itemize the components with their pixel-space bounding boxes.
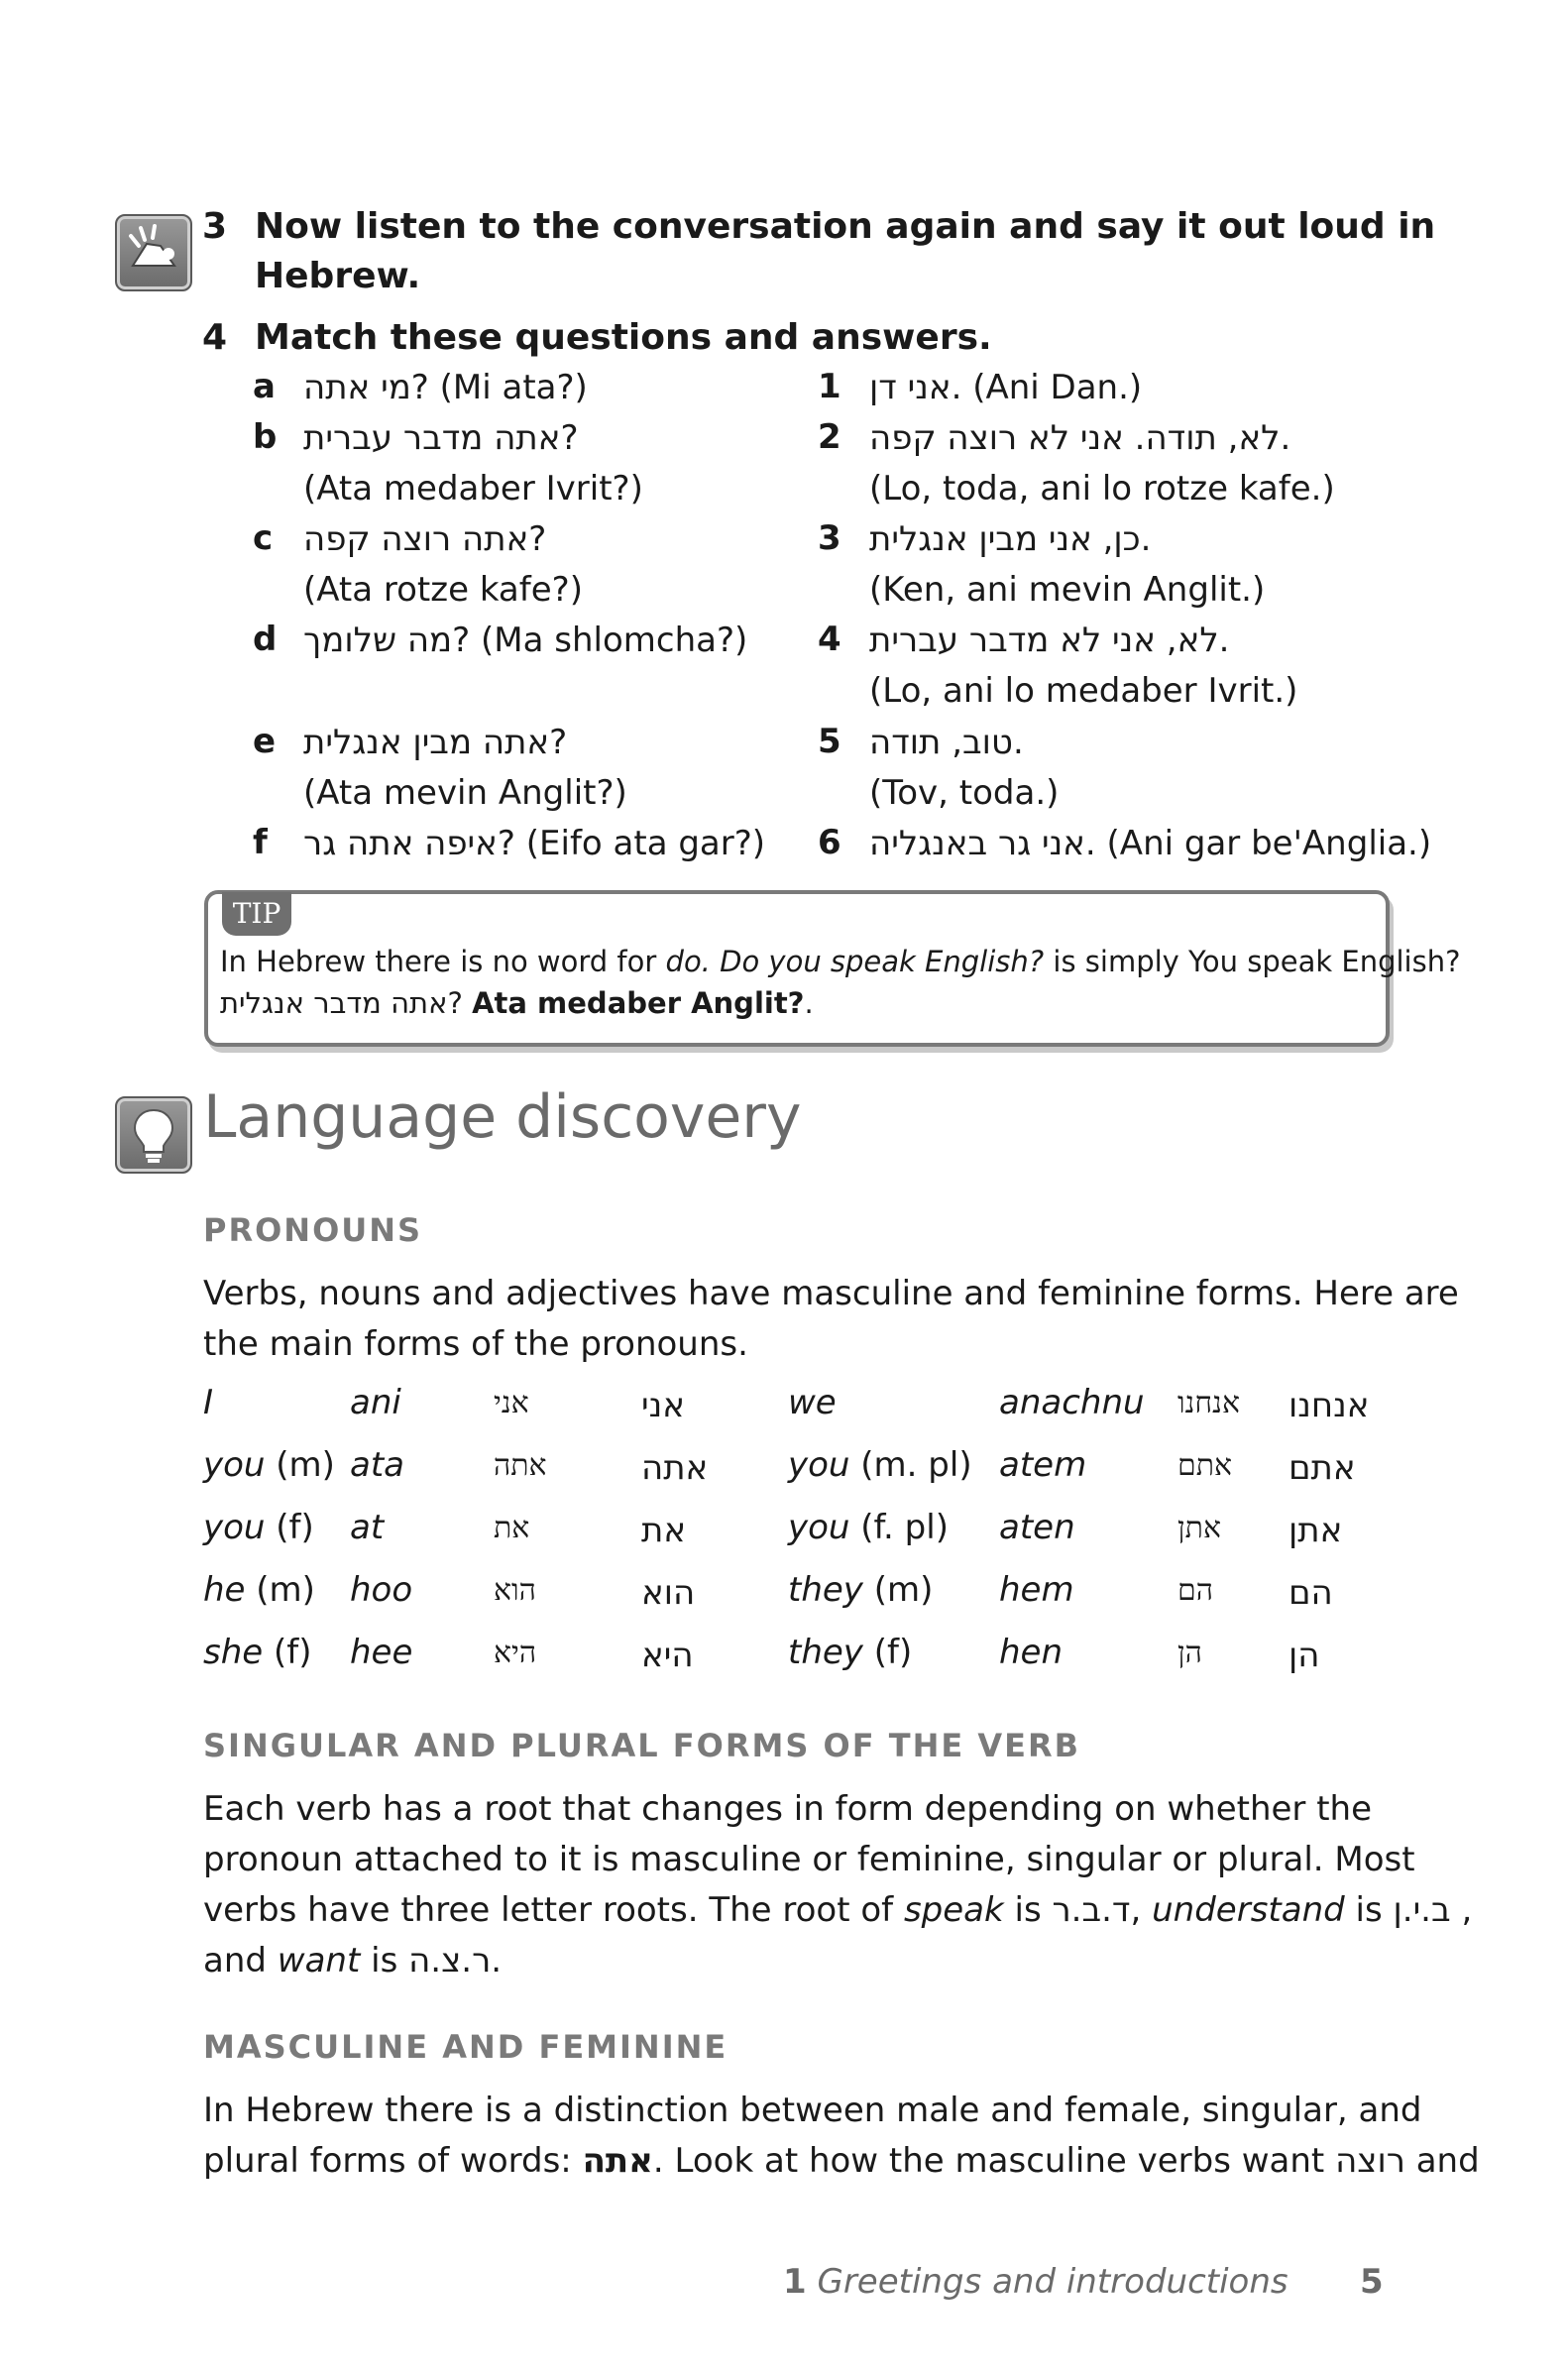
pronoun-en-8-word: you [788,1508,850,1547]
pronoun-print-10: הן [1177,1636,1202,1670]
masculine-feminine-line-1: In Hebrew there is a distinction between male and female, singular, and [203,2091,1422,2130]
question-b-hebrew-text: ?אתה מדבר עברית [303,418,579,458]
tip-tag: TIP [222,892,291,936]
answer-6-hebrew: .אני גר באנגליה [869,824,1096,863]
answer-2-hebrew [869,413,1290,463]
pronoun-en-8-tag: (f. pl) [860,1508,949,1547]
exercise-4-number: 4 [202,317,228,358]
tip-line-1-italic: do. Do you speak English? [665,945,1045,978]
question-a-translit: (Mi ata?) [439,368,588,407]
exercise-3-line1: Now listen to the conversation again and say it out loud in [255,206,1436,247]
pronoun-en-5 [203,1633,312,1672]
lightbulb-icon [115,1096,192,1174]
pronoun-translit-1 [350,1383,401,1422]
mf-line2-b: . Look at how the masculine verbs want [652,2141,1336,2181]
pronoun-script-6: אנחנו [1288,1386,1370,1425]
root-speak: ד.ב.ר [1052,1890,1131,1930]
exercise-4-instruction: Match these questions and answers. [255,317,992,358]
pronoun-en-9-tag: (m) [873,1570,934,1610]
pronoun-translit-10-word: hen [999,1633,1064,1672]
question-d-letter: d [253,620,278,659]
singular-plural-line-3 [203,1885,1472,1936]
root-understand: ב.י.ן [1393,1890,1451,1930]
language-discovery-title: Language discovery [203,1082,802,1152]
answer-5-translit: (Tov, toda.) [869,773,1060,813]
answer-3-number: 3 [818,518,841,558]
pronoun-translit-3-word: at [350,1508,385,1547]
answer-3-hebrew [869,514,1151,564]
pronouns-intro-2: the main forms of the pronouns. [203,1324,748,1364]
sp-line3-b: is [1003,1890,1053,1930]
pronoun-en-2 [203,1445,335,1485]
footer-chapter [783,2262,1288,2302]
question-e-hebrew-text: ?אתה מבין אנגלית [303,723,568,762]
question-f [303,819,765,868]
pronoun-translit-6-word: anachnu [999,1383,1145,1422]
speak-exercise-icon [115,214,192,291]
pronoun-print-3: את [494,1511,530,1545]
pronoun-script-10: הן [1288,1636,1320,1675]
sp-line3-c: , [1130,1890,1153,1930]
pronoun-en-3 [203,1508,314,1547]
singular-plural-line-1: Each verb has a root that changes in form depending on whether the [203,1789,1373,1829]
pronoun-en-2-word: you [203,1445,266,1485]
pronoun-en-4-word: he [203,1570,246,1610]
pronoun-en-6 [788,1383,837,1422]
pronoun-translit-7-word: atem [999,1445,1087,1485]
pronoun-script-1: אני [641,1386,685,1425]
pronoun-script-7: אתם [1288,1448,1356,1488]
pronoun-en-3-tag: (f) [276,1508,314,1547]
pronoun-en-3-word: you [203,1508,266,1547]
root-want: ר.צ.ה [408,1941,492,1980]
answer-6-number: 6 [818,823,841,862]
pronoun-script-5: היא [641,1636,694,1675]
pronoun-en-10-tag: (f) [873,1633,913,1672]
pronoun-translit-4-word: hoo [350,1570,413,1610]
question-f-hebrew: ?איפה אתה גר [303,824,515,863]
pronouns-heading: PRONOUNS [203,1211,423,1249]
question-d-translit: (Ma shlomcha?) [481,621,748,660]
sp-line3-speak: speak [903,1890,1004,1930]
question-a [303,363,588,412]
pronoun-en-4 [203,1570,315,1610]
pronoun-en-6-word: we [788,1383,837,1422]
pronoun-en-2-tag: (m) [276,1445,335,1485]
pronoun-translit-5 [350,1633,412,1672]
pronoun-print-6: אנחנו [1177,1386,1240,1420]
pronoun-translit-9 [999,1570,1074,1610]
question-b-translit: (Ata medaber Ivrit?) [303,469,643,509]
question-f-letter: f [253,823,268,862]
masculine-feminine-line-2 [203,2136,1480,2187]
sp-line3-d: is [1344,1890,1394,1930]
pronoun-translit-4 [350,1570,412,1610]
answer-1 [869,363,1142,412]
footer-chapter-title: Greetings and introductions [817,2262,1288,2302]
question-b-letter: b [253,417,278,457]
pronoun-print-1: אני [494,1386,529,1420]
answer-6 [869,819,1431,868]
pronoun-translit-8 [999,1508,1075,1547]
pronoun-script-4: הוא [641,1573,696,1613]
pronoun-print-4: הוא [494,1573,536,1608]
pronoun-translit-1-word: ani [350,1383,401,1422]
masculine-feminine-heading: MASCULINE AND FEMININE [203,2028,728,2066]
question-c-hebrew-text: ?אתה רוצה קפה [303,519,547,559]
tip-line-1-a: In Hebrew there is no word for [220,945,666,978]
pronouns-intro-1: Verbs, nouns and adjectives have masculine and feminine forms. Here are [203,1274,1459,1313]
pronoun-print-5: היא [494,1636,537,1670]
answer-4-hebrew-text: .לא, אני לא מדבר עברית [869,621,1230,660]
pronoun-script-8: אתן [1288,1511,1343,1550]
answer-4-hebrew [869,616,1229,665]
page-number: 5 [1360,2262,1384,2302]
pronoun-en-7-tag: (m. pl) [860,1445,972,1485]
mf-line2-c: and [1404,2141,1480,2181]
pronoun-translit-2 [350,1445,404,1485]
answer-5-hebrew [869,718,1024,767]
answer-4-translit: (Lo, ani lo medaber Ivrit.) [869,671,1298,711]
pronoun-translit-9-word: hem [999,1570,1074,1610]
tip-line-2 [220,986,814,1020]
pronoun-en-7 [788,1445,972,1485]
pronoun-print-8: אתן [1177,1511,1221,1545]
pronoun-en-5-tag: (f) [274,1633,312,1672]
answer-1-hebrew: .אני דן [869,368,962,407]
sp-line4-c: . [491,1941,503,1980]
pronoun-script-9: הם [1288,1573,1333,1613]
singular-plural-heading: SINGULAR AND PLURAL FORMS OF THE VERB [203,1727,1080,1764]
sp-line3-a: verbs have three letter roots. The root of [203,1890,904,1930]
pronoun-en-4-tag: (m) [256,1570,315,1610]
answer-3-translit: (Ken, ani mevin Anglit.) [869,570,1266,610]
exercise-3-line2: Hebrew. [255,256,421,296]
mf-line2-a: plural forms of words: [203,2141,583,2181]
answer-1-translit: (Ani Dan.) [972,368,1143,407]
answer-3-hebrew-text: .כן, אני מבין אנגלית [869,519,1152,559]
answer-2-translit: (Lo, toda, ani lo rotze kafe.) [869,469,1335,509]
tip-line-2-hebrew: ?אתה מדבר אנגלית [220,986,463,1020]
pronoun-en-8 [788,1508,949,1547]
question-a-letter: a [253,367,276,406]
pronoun-en-10-word: they [788,1633,863,1672]
pronoun-script-3: את [641,1511,687,1550]
answer-2-number: 2 [818,417,841,457]
question-e-hebrew [303,718,567,767]
pronoun-translit-7 [999,1445,1086,1485]
singular-plural-line-2: pronoun attached to it is masculine or feminine, singular or plural. Most [203,1840,1415,1879]
question-c-hebrew [303,514,546,564]
pronoun-translit-8-word: aten [999,1508,1075,1547]
pronoun-en-5-word: she [203,1633,264,1672]
answer-4-number: 4 [818,620,841,659]
pronoun-en-9 [788,1570,933,1610]
question-a-hebrew: ?מי אתה [303,368,429,407]
question-d [303,616,747,665]
question-d-hebrew: ?מה שלומך [303,621,471,660]
sp-line4-b: is [360,1941,409,1980]
pronoun-translit-5-word: hee [350,1633,413,1672]
answer-2-hebrew-text: .לא, תודה. אני לא רוצה קפה [869,418,1291,458]
answer-5-number: 5 [818,722,841,761]
pronoun-translit-3 [350,1508,384,1547]
tip-line-1-c: is simply You speak English? [1044,945,1461,978]
mf-line2-hebrew: אתה [582,2141,653,2181]
pronoun-en-1-word: I [203,1383,214,1422]
footer-chapter-number: 1 [783,2262,807,2302]
pronoun-translit-10 [999,1633,1063,1672]
pronoun-en-1 [203,1383,213,1422]
pronoun-en-7-word: you [788,1445,850,1485]
question-c-letter: c [253,518,274,558]
pronoun-print-2: אתה [494,1448,547,1483]
exercise-3-number: 3 [202,206,228,247]
answer-6-translit: (Ani gar be'Anglia.) [1106,824,1432,863]
question-b-hebrew [303,413,579,463]
tip-line-2-end: . [804,986,814,1020]
question-e-letter: e [253,722,277,761]
singular-plural-line-4 [203,1936,502,1986]
sp-line3-understand: understand [1152,1890,1345,1930]
question-e-translit: (Ata mevin Anglit?) [303,773,627,813]
tip-line-1 [220,945,1461,978]
pronoun-translit-2-word: ata [350,1445,405,1485]
tip-line-2-bold: Ata medaber Anglit? [472,986,805,1020]
answer-1-number: 1 [818,367,841,406]
pronoun-script-2: אתה [641,1448,709,1488]
pronoun-en-9-word: they [788,1570,863,1610]
pronoun-print-9: הם [1177,1573,1213,1608]
question-f-translit: (Eifo ata gar?) [525,824,766,863]
pronoun-print-7: אתם [1177,1448,1233,1483]
sp-line3-e: , [1450,1890,1473,1930]
pronoun-translit-6 [999,1383,1145,1422]
mf-line2-hebrew2: רוצה [1335,2141,1405,2181]
pronoun-en-10 [788,1633,912,1672]
sp-line4-a: and [203,1941,278,1980]
question-c-translit: (Ata rotze kafe?) [303,570,583,610]
sp-line4-want: want [277,1941,361,1980]
answer-5-hebrew-text: .טוב, תודה [869,723,1024,762]
